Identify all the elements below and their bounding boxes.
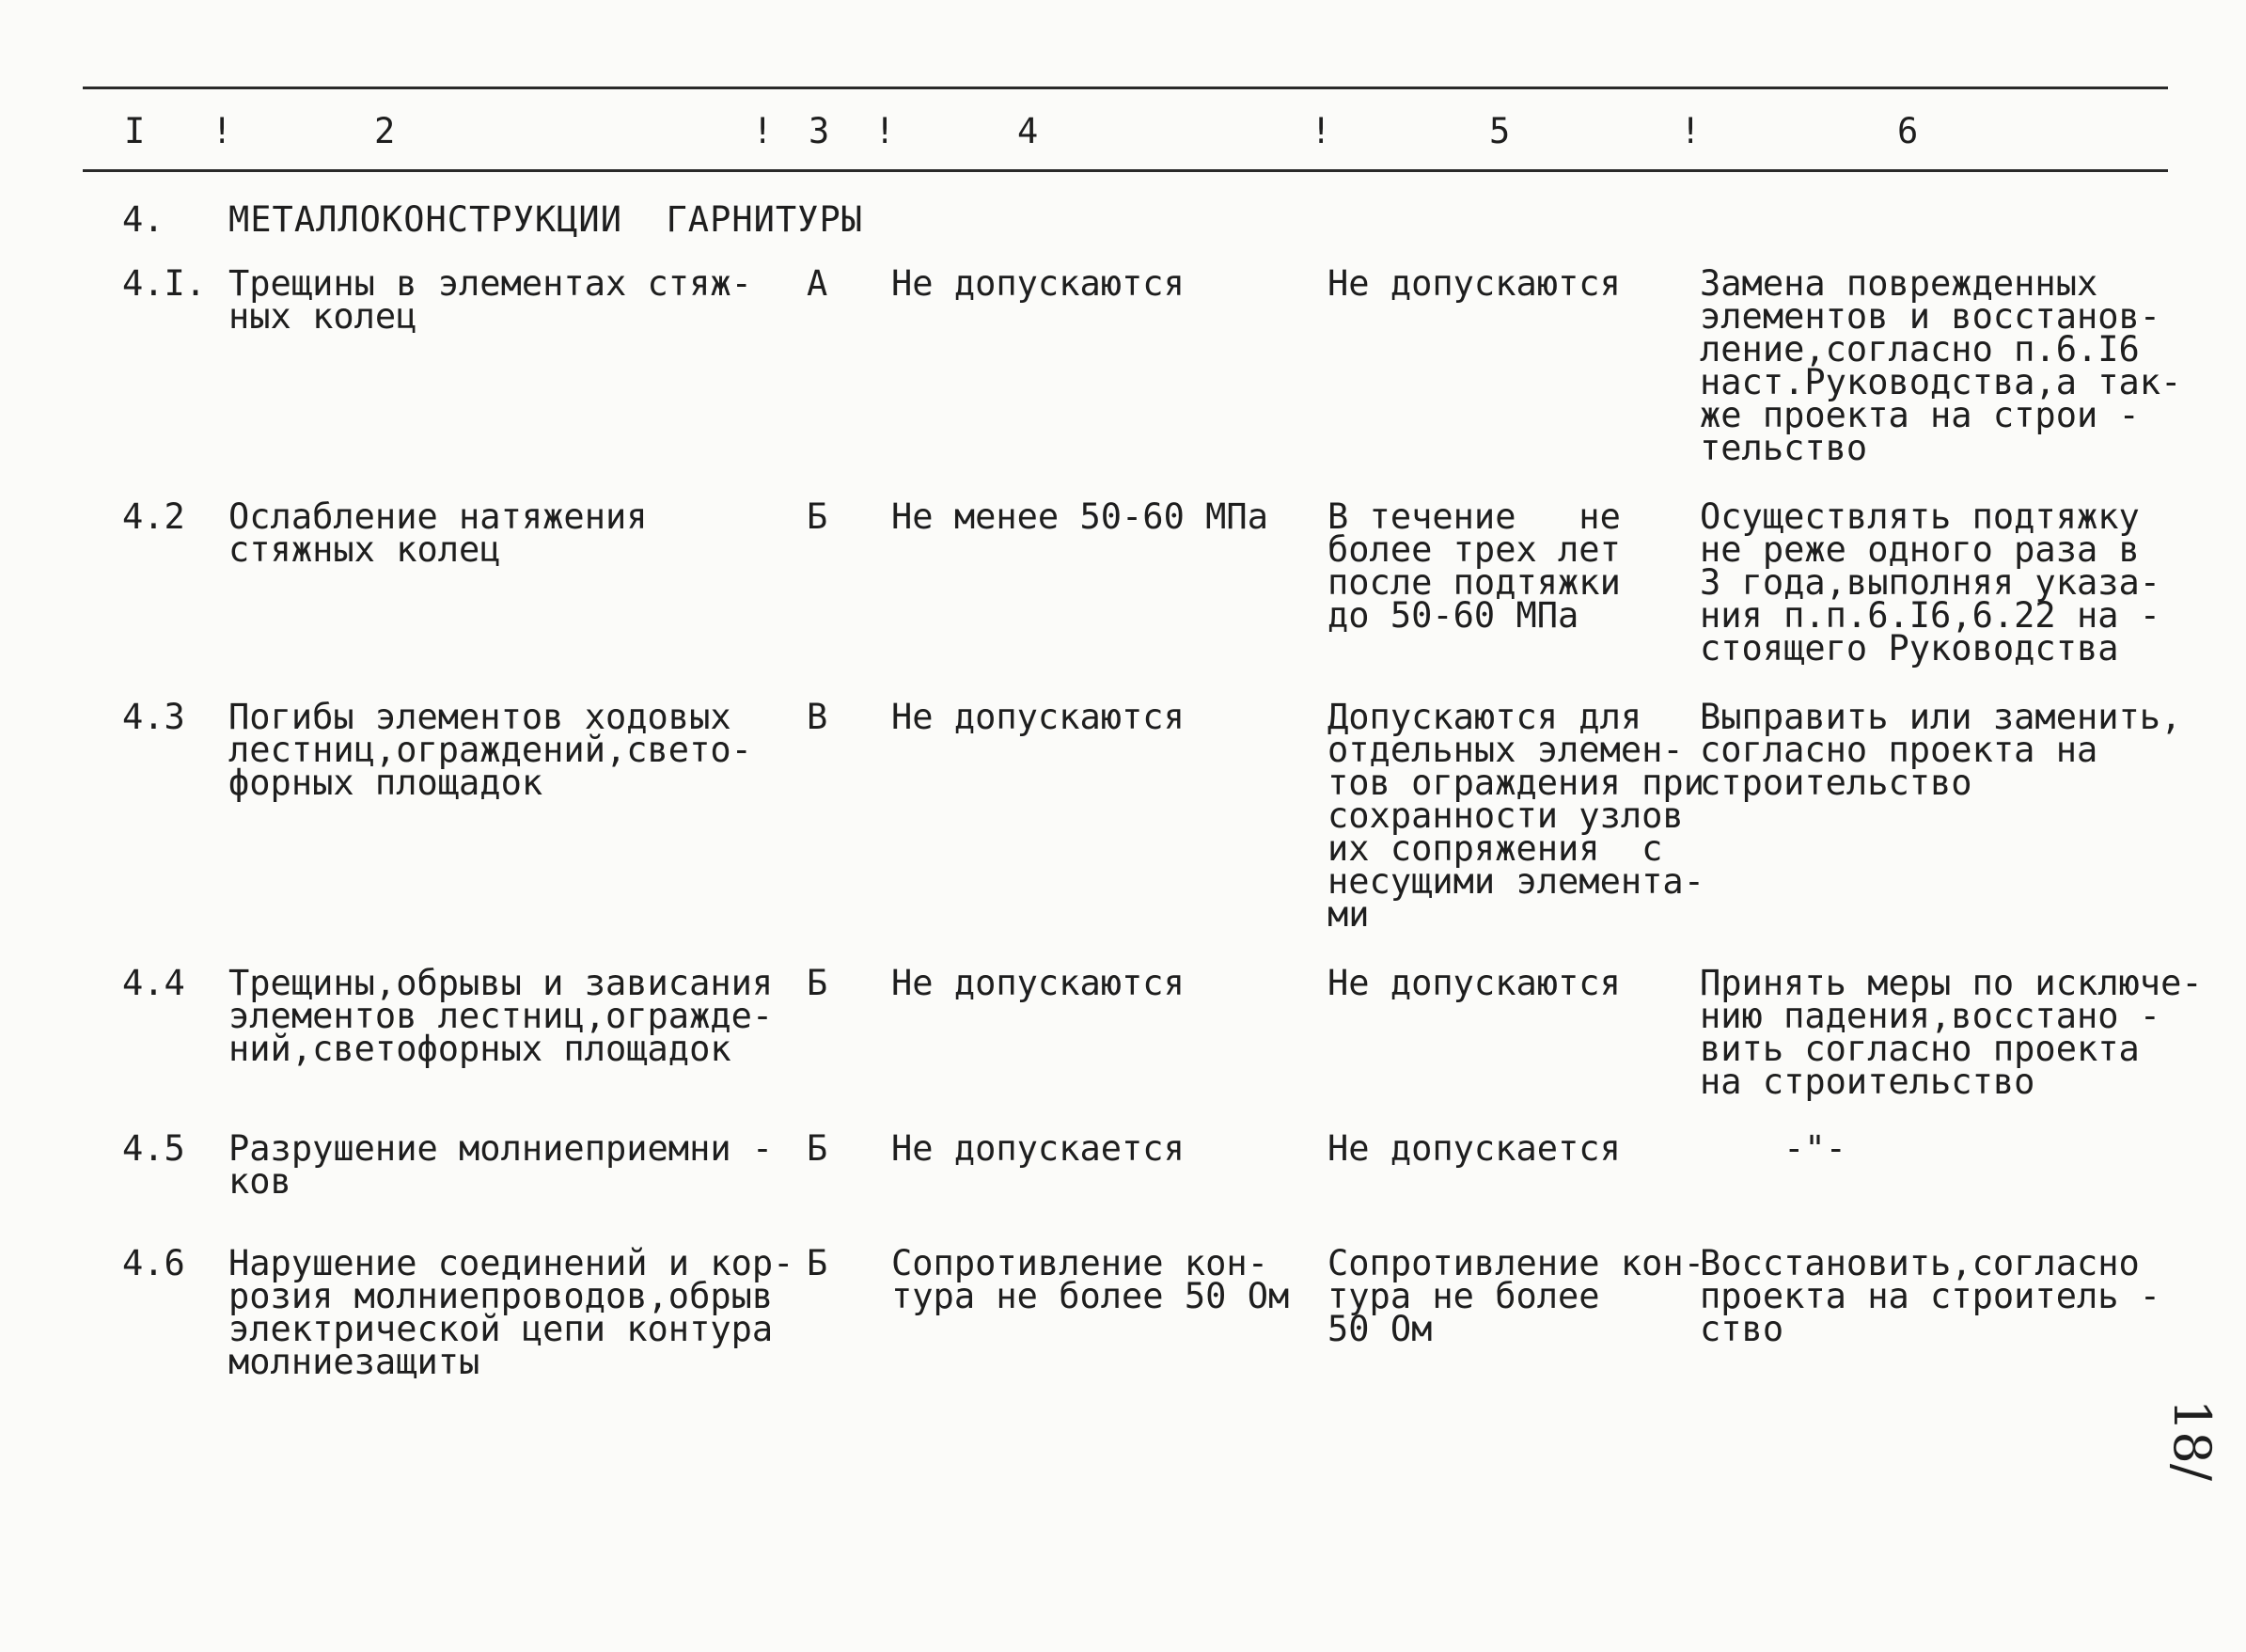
remedy-action: Осуществлять подтяжку не реже одного раза в 3 года,выполняя указа- ния п.п.6.I6,6.22 на - стоящего Руководства xyxy=(1700,496,2161,669)
header-separator: ! xyxy=(212,111,233,151)
defect-description: Погибы элементов ходовых лестниц,ограждений,свето- форных площадок xyxy=(228,697,752,803)
limit-state-2: Сопротивление кон- тура не более 50 Ом xyxy=(1327,1243,1704,1349)
category: Б xyxy=(807,1243,828,1283)
header-bottom-rule xyxy=(83,169,2168,172)
header-col-5: 5 xyxy=(1489,111,1511,151)
limit-state-1: Не допускается xyxy=(891,1128,1185,1169)
limit-state-2: Допускаются для отдельных элемен- тов ограждения при сохранности узлов их сопряжения с несущими элемента- ми xyxy=(1327,697,1704,935)
header-col-4: 4 xyxy=(1017,111,1039,151)
remedy-action: -"- xyxy=(1700,1128,1846,1169)
remedy-action: Выправить или заменить, согласно проекта на строительство xyxy=(1700,697,2182,803)
remedy-action: Принять меры по исключе- нию падения,восстано - вить согласно проекта на строительство xyxy=(1700,963,2203,1102)
header-separator: ! xyxy=(1680,111,1702,151)
header-separator: ! xyxy=(752,111,774,151)
defect-description: Нарушение соединений и кор- розия молниепроводов,обрыв электрической цепи контура молниезащиты xyxy=(228,1243,794,1382)
limit-state-2: Не допускаются xyxy=(1327,963,1621,1003)
row-number: 4.2 xyxy=(122,496,185,537)
section-title: МЕТАЛЛОКОНСТРУКЦИИ ГАРНИТУРЫ xyxy=(228,199,864,240)
header-col-2: 2 xyxy=(374,111,396,151)
category: Б xyxy=(807,496,828,537)
category: Б xyxy=(807,963,828,1003)
defect-description: Трещины,обрывы и зависания элементов лестниц,огражде- ний,светофорных площадок xyxy=(228,963,774,1069)
limit-state-1: Сопротивление кон- тура не более 50 Ом xyxy=(891,1243,1290,1316)
category: В xyxy=(807,697,828,737)
row-number: 4.4 xyxy=(122,963,185,1003)
defect-description: Ослабление натяжения стяжных колец xyxy=(228,496,648,570)
row-number: 4.3 xyxy=(122,697,185,737)
limit-state-1: Не менее 50-60 МПа xyxy=(891,496,1268,537)
limit-state-2: Не допускаются xyxy=(1327,263,1621,304)
limit-state-1: Не допускаются xyxy=(891,697,1185,737)
row-number: 4.5 xyxy=(122,1128,185,1169)
limit-state-2: Не допускается xyxy=(1327,1128,1621,1169)
limit-state-1: Не допускаются xyxy=(891,263,1185,304)
top-rule xyxy=(83,87,2168,89)
section-number: 4. xyxy=(122,199,165,240)
category: А xyxy=(807,263,828,304)
row-number: 4.6 xyxy=(122,1243,185,1283)
header-separator: ! xyxy=(874,111,896,151)
remedy-action: Замена поврежденных элементов и восстанов- ление,согласно п.6.I6 наст.Руководства,а так- же проекта на строи - тельство xyxy=(1700,263,2182,468)
header-separator: ! xyxy=(1311,111,1332,151)
page-number: 18/ xyxy=(2161,1399,2222,1481)
limit-state-2: В течение не более трех лет после подтяжки до 50-60 МПа xyxy=(1327,496,1621,636)
header-col-6: 6 xyxy=(1897,111,1919,151)
defect-description: Разрушение молниеприемни - ков xyxy=(228,1128,774,1202)
header-col-1: I xyxy=(124,111,146,151)
header-col-3: 3 xyxy=(809,111,830,151)
row-number: 4.I. xyxy=(122,263,207,304)
category: Б xyxy=(807,1128,828,1169)
defect-description: Трещины в элементах стяж- ных колец xyxy=(228,263,752,337)
limit-state-1: Не допускаются xyxy=(891,963,1185,1003)
remedy-action: Восстановить,согласно проекта на строитель - ство xyxy=(1700,1243,2161,1349)
